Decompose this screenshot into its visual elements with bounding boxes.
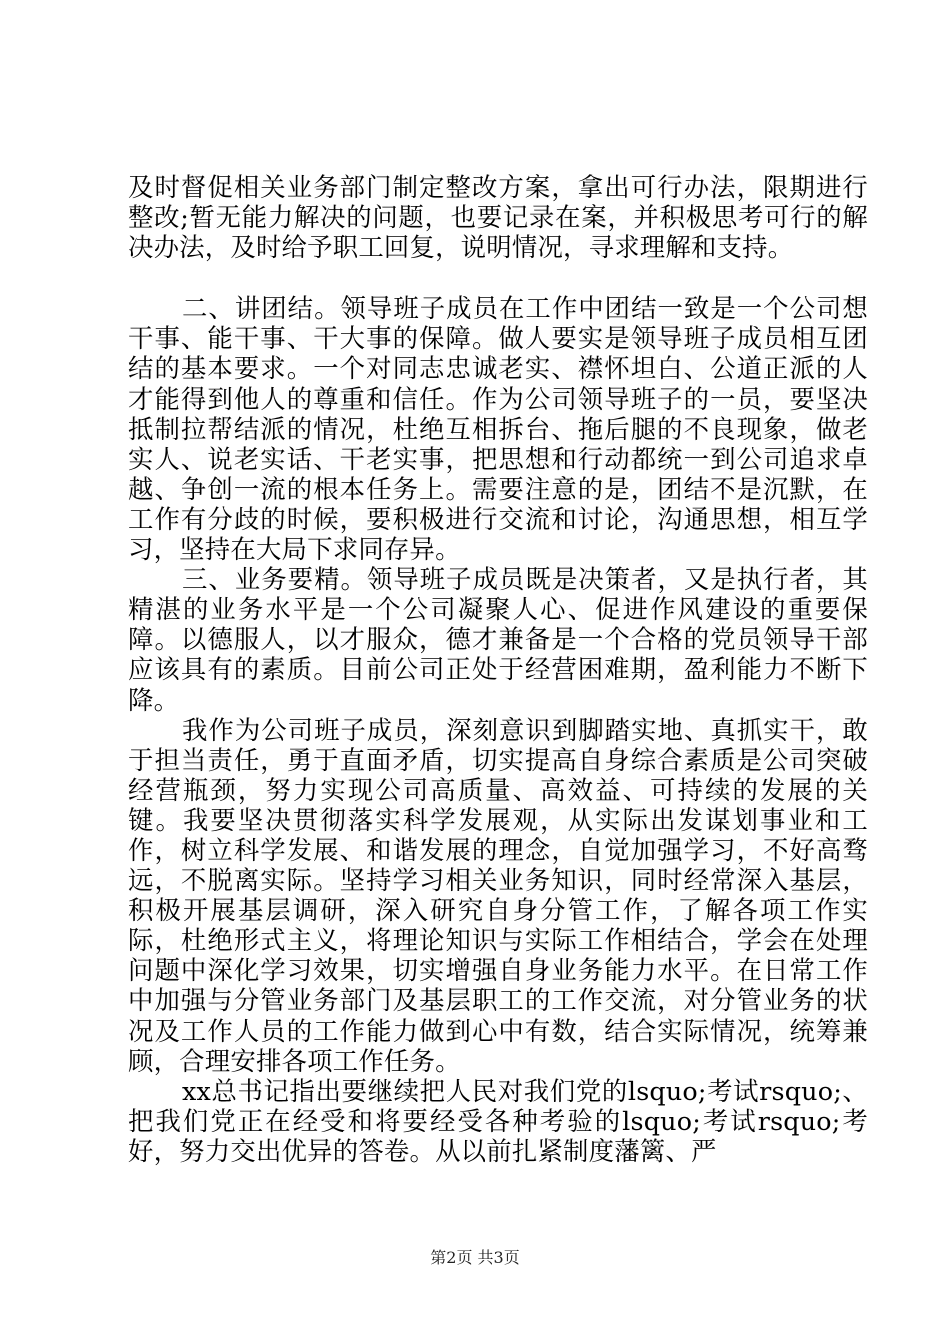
document-body [128, 172, 868, 1166]
paragraph-exam-quote: xx总书记指出要继续把人民对我们党的lsquo;考试rsquo;、把我们党正在经受和将要经受各种考验的lsquo;考试rsquo;考好，努力交出优异的答卷。从以前扎紧制度藩篱、严 [128, 1075, 868, 1166]
paragraph-unity: 二、讲团结。领导班子成员在工作中团结一致是一个公司想干事、能干事、干大事的保障。做人要实是领导班子成员相互团结的基本要求。一个对同志忠诚老实、襟怀坦白、公道正派的人才能得到他人的尊重和信任。作为公司领导班子的一员，要坚决抵制拉帮结派的情况，杜绝互相拆台、拖后腿的不良现象，做老实人、说老实话、干老实事，把思想和行动都统一到公司追求卓越、争创一流的根本任务上。需要注意的是，团结不是沉默，在工作有分歧的时候，要积极进行交流和讨论，沟通思想，相互学习，坚持在大局下求同存异。 [128, 293, 868, 565]
paragraph-business-skill: 三、业务要精。领导班子成员既是决策者，又是执行者，其精湛的业务水平是一个公司凝聚人心、促进作风建设的重要保障。以德服人，以才服众，德才兼备是一个合格的党员领导干部应该具有的素质。目前公司正处于经营困难期，盈利能力不断下降。 [128, 564, 868, 715]
paragraph-self-improvement: 我作为公司班子成员，深刻意识到脚踏实地、真抓实干，敢于担当责任，勇于直面矛盾，切实提高自身综合素质是公司突破经营瓶颈，努力实现公司高质量、高效益、可持续的发展的关键。我要坚决贯彻落实科学发展观，从实际出发谋划事业和工作，树立科学发展、和谐发展的理念，自觉加强学习，不好高骛远，不脱离实际。坚持学习相关业务知识，同时经常深入基层，积极开展基层调研，深入研究自身分管工作，了解各项工作实际，杜绝形式主义，将理论知识与实际工作相结合，学会在处理问题中深化学习效果，切实增强自身业务能力水平。在日常工作中加强与分管业务部门及基层职工的工作交流，对分管业务的状况及工作人员的工作能力做到心中有数，结合实际情况，统筹兼顾，合理安排各项工作任务。 [128, 714, 868, 1076]
paragraph-rectification: 及时督促相关业务部门制定整改方案，拿出可行办法，限期进行整改;暂无能力解决的问题，也要记录在案，并积极思考可行的解决办法，及时给予职工回复，说明情况，寻求理解和支持。 [128, 172, 868, 263]
page-number-footer: 第2页 共3页 [430, 1248, 520, 1267]
